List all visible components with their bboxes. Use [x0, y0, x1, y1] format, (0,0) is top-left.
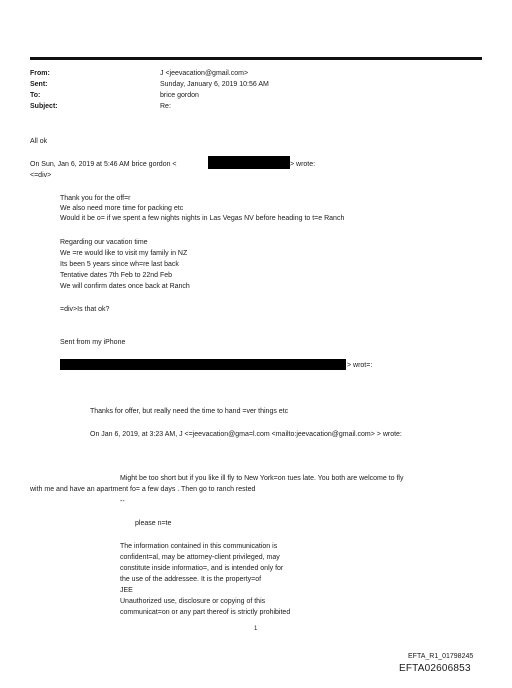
disclaimer-line: constitute inside informatio=, and is intended only for [120, 565, 284, 572]
msg1-line: We also need more time for packing etc [60, 205, 184, 212]
sent-value: Sunday, January 6, 2019 10:56 AM [160, 81, 269, 88]
to-label: To: [30, 92, 41, 99]
msg2-line: Its been 5 years since wh=re last back [60, 261, 179, 268]
quote1-header: On Sun, Jan 6, 2019 at 5:46 AM brice gordon < [30, 161, 177, 168]
to-value: brice gordon [160, 92, 199, 99]
quote1-wrote: > wrote: [290, 161, 316, 168]
msg4-text: Thanks for offer, but really need the time to hand =ver things etc [90, 408, 289, 415]
disclaimer-line: communicat=on or any part thereof is strictly prohibited [120, 609, 291, 616]
bates-number-primary: EFTA_R1_01798245 [408, 653, 474, 660]
msg2-line: We =re would like to visit my family in NZ [60, 250, 188, 257]
quote3-header: On Jan 6, 2019, at 3:23 AM, J <=jeevacation@gma=l.com <mailto:jeevacation@gmail.com> > wrote: [90, 431, 402, 438]
sent-label: Sent: [30, 81, 48, 88]
quote2-wrote: > wrot=: [347, 362, 373, 369]
msg2-line: We will confirm dates once back at Ranch [60, 283, 190, 290]
redaction-box [60, 359, 346, 370]
disclaimer-line: The information contained in this communication is [120, 543, 278, 550]
from-value: J <jeevacation@gmail.com> [160, 70, 249, 77]
page-number: 1 [254, 626, 258, 632]
msg1-line: Would it be o= if we spent a few nights nights in Las Vegas NV before heading to t=e Ranch [60, 215, 345, 222]
msg5-line: with me and have an apartment fo= a few days . Then go to ranch rested [30, 486, 256, 493]
div-tag: <=div> [30, 172, 52, 179]
msg3-text: =div>Is that ok? [60, 306, 110, 313]
msg5-line: Might be too short but if you like ill fly to New York=on tues late. You both are welcome to fly [120, 475, 404, 482]
sent-from-text: Sent from my iPhone [60, 339, 126, 346]
redaction-box [208, 156, 290, 169]
disclaimer-line: Unauthorized use, disclosure or copying of this [120, 598, 266, 605]
from-label: From: [30, 70, 50, 77]
header-rule [30, 57, 482, 60]
msg2-line: Tentative dates 7th Feb to 22nd Feb [60, 272, 173, 279]
please-note-text: please n=te [135, 520, 172, 527]
msg2-line: Regarding our vacation time [60, 239, 148, 246]
reply-text: All ok [30, 138, 48, 145]
bates-number-secondary: EFTA02606853 [399, 663, 471, 674]
disclaimer-line: the use of the addressee. It is the property=of [120, 576, 262, 583]
subject-value: Re: [160, 103, 171, 110]
msg1-line: Thank you for the off=r [60, 195, 131, 202]
signature-dashes: -- [120, 498, 125, 505]
disclaimer-line: JEE [120, 587, 133, 594]
disclaimer-line: confident=al, may be attorney-client privileged, may [120, 554, 280, 561]
subject-label: Subject: [30, 103, 58, 110]
